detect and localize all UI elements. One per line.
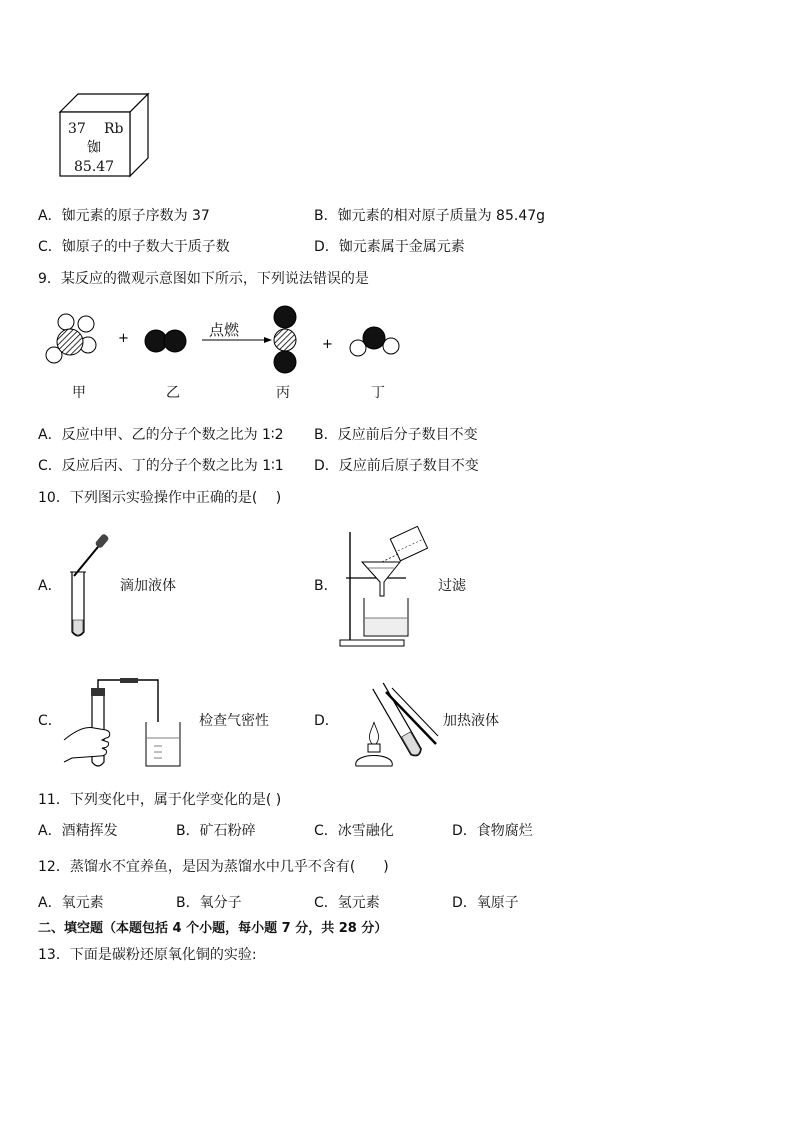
q10-option-b-caption: 过滤 xyxy=(438,578,466,594)
reaction-diagram xyxy=(40,300,420,380)
q10-stem: 10．下列图示实验操作中正确的是( ) xyxy=(38,490,282,506)
heating-liquid-figure xyxy=(340,674,440,774)
q11-option-c[interactable]: C．冰雪融化 xyxy=(314,823,394,839)
plus-sign-1: + xyxy=(118,331,129,346)
q9-option-a[interactable]: A．反应中甲、乙的分子个数之比为 1∶2 xyxy=(38,427,284,443)
element-symbol: Rb xyxy=(104,121,124,137)
q12-option-c[interactable]: C．氢元素 xyxy=(314,895,380,911)
q10-option-c-letter[interactable]: C． xyxy=(38,713,62,729)
label-ding: 丁 xyxy=(371,385,385,401)
q11-option-b[interactable]: B．矿石粉碎 xyxy=(176,823,256,839)
q12-option-a[interactable]: A．氧元素 xyxy=(38,895,104,911)
plus-sign-2: + xyxy=(322,337,333,352)
q12-option-b[interactable]: B．氧分子 xyxy=(176,895,242,911)
molecule-jia xyxy=(46,314,96,363)
q12-option-d[interactable]: D．氧原子 xyxy=(452,895,519,911)
section-title: 二、填空题（本题包括 4 个小题，每小题 7 分，共 28 分） xyxy=(38,921,388,936)
element-name: 铷 xyxy=(87,140,101,156)
molecule-yi xyxy=(145,330,186,352)
q10-option-d-letter[interactable]: D． xyxy=(314,713,339,729)
q12-stem: 12．蒸馏水不宜养鱼，是因为蒸馏水中几乎不含有( ) xyxy=(38,859,389,875)
reaction-condition: 点燃 xyxy=(209,321,240,339)
molecule-ding xyxy=(350,327,399,356)
airtightness-figure xyxy=(62,676,192,770)
q8-option-d[interactable]: D．铷元素属于金属元素 xyxy=(314,239,465,255)
q13-stem: 13．下面是碳粉还原氧化铜的实验: xyxy=(38,947,257,963)
element-mass: 85.47 xyxy=(74,159,115,175)
dropper-test-tube-figure xyxy=(64,532,124,644)
q11-option-a[interactable]: A．酒精挥发 xyxy=(38,823,118,839)
molecule-bing xyxy=(274,306,296,373)
filtration-figure xyxy=(338,526,446,650)
label-bing: 丙 xyxy=(276,385,290,401)
q9-option-c[interactable]: C．反应后丙、丁的分子个数之比为 1∶1 xyxy=(38,458,284,474)
q9-option-b[interactable]: B．反应前后分子数目不变 xyxy=(314,427,478,443)
q10-option-b-letter[interactable]: B． xyxy=(314,578,338,594)
q9-stem: 9．某反应的微观示意图如下所示，下列说法错误的是 xyxy=(38,271,369,287)
q11-stem: 11．下列变化中，属于化学变化的是( ) xyxy=(38,792,282,808)
label-yi: 乙 xyxy=(166,385,180,401)
q8-option-a[interactable]: A．铷元素的原子序数为 37 xyxy=(38,208,210,224)
q10-option-a-caption: 滴加液体 xyxy=(120,578,176,594)
q10-option-c-caption: 检查气密性 xyxy=(199,713,269,729)
q10-option-d-caption: 加热液体 xyxy=(443,713,499,729)
element-atomic-number: 37 xyxy=(68,121,86,137)
q8-option-c[interactable]: C．铷原子的中子数大于质子数 xyxy=(38,239,230,255)
label-jia: 甲 xyxy=(72,385,86,401)
q10-option-a-letter[interactable]: A． xyxy=(38,578,62,594)
q8-option-b[interactable]: B．铷元素的相对原子质量为 85.47g xyxy=(314,208,546,224)
q9-option-d[interactable]: D．反应前后原子数目不变 xyxy=(314,458,479,474)
q11-option-d[interactable]: D．食物腐烂 xyxy=(452,823,533,839)
